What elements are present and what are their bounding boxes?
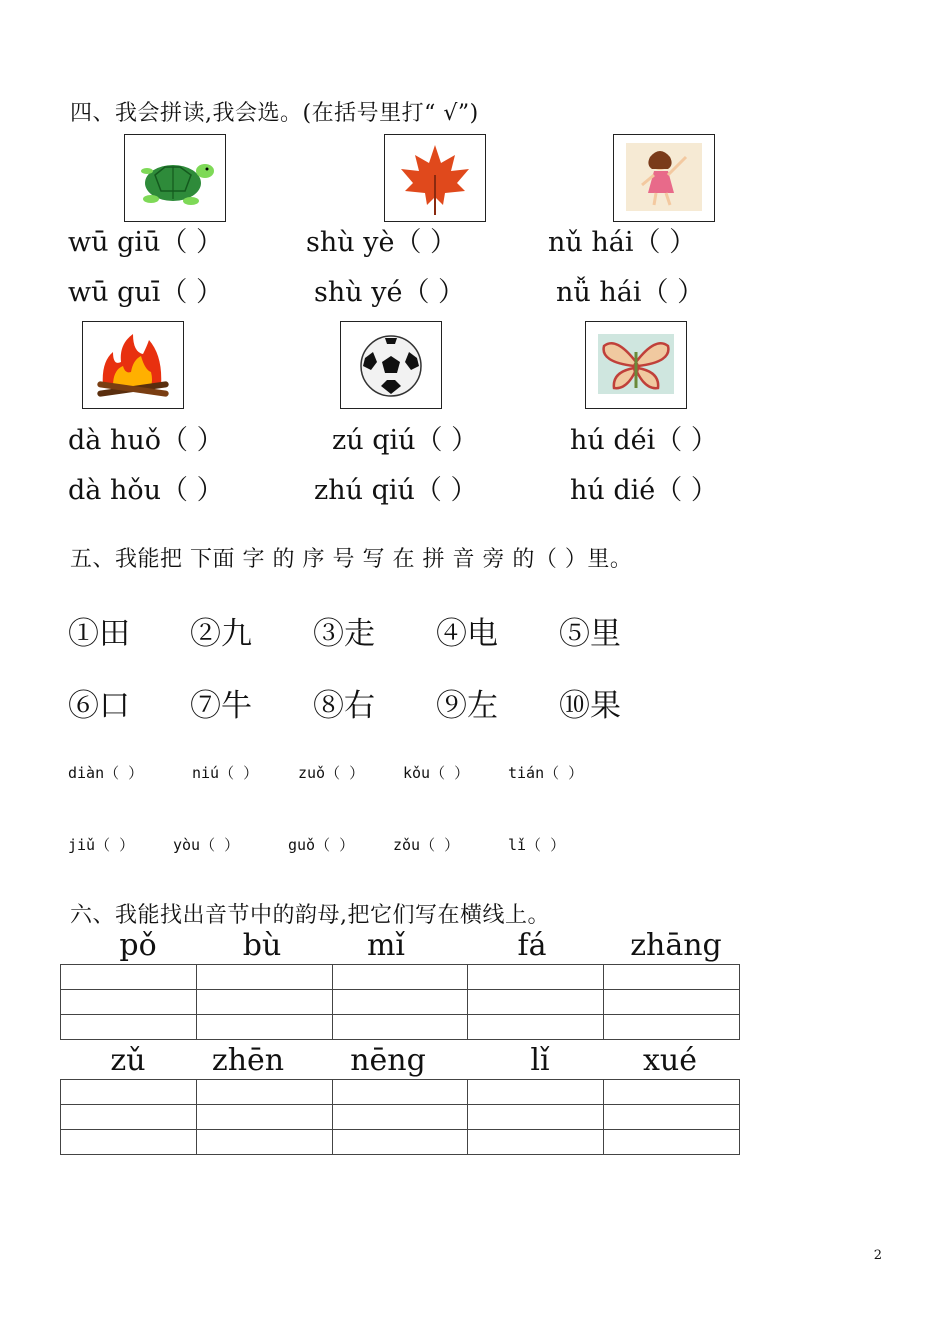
- option-football-1: zú qiú（ ）: [332, 425, 479, 456]
- syllable: zhēn: [211, 1043, 285, 1078]
- answer-cell[interactable]: [468, 990, 604, 1015]
- answer-cell[interactable]: [604, 1130, 740, 1155]
- answer-cell[interactable]: [468, 1130, 604, 1155]
- syllable: bù: [242, 928, 282, 963]
- answer-cell[interactable]: [196, 1130, 332, 1155]
- fire-picture: [82, 321, 184, 409]
- answer-cell[interactable]: [468, 965, 604, 990]
- answer-cell[interactable]: [604, 1015, 740, 1040]
- girl-icon: [614, 135, 714, 221]
- leaf-picture: [384, 134, 486, 222]
- pinyin-blank: yòu（ ）: [173, 836, 240, 854]
- char-item: ②九: [190, 616, 252, 652]
- girl-picture: [613, 134, 715, 222]
- answer-cell[interactable]: [61, 965, 197, 990]
- answer-cell[interactable]: [196, 965, 332, 990]
- answer-grid-1: [60, 964, 740, 1040]
- option-leaf-1: shù yè（ ）: [306, 227, 458, 258]
- answer-cell[interactable]: [61, 1080, 197, 1105]
- answer-cell[interactable]: [604, 1105, 740, 1130]
- char-item: ⑨左: [436, 688, 498, 724]
- pinyin-blank: diàn（ ）: [68, 764, 144, 782]
- char-item: ⑥口: [68, 688, 130, 724]
- option-football-2: zhú qiú（ ）: [314, 475, 478, 506]
- answer-cell[interactable]: [196, 1105, 332, 1130]
- syllable: lǐ: [530, 1043, 550, 1078]
- char-item: ⑤里: [559, 616, 621, 652]
- pinyin-blank: zuǒ（ ）: [298, 764, 365, 782]
- answer-cell[interactable]: [61, 990, 197, 1015]
- option-turtle-1: wū giū（ ）: [68, 227, 223, 258]
- answer-cell[interactable]: [196, 1080, 332, 1105]
- maple-leaf-icon: [385, 135, 485, 221]
- char-item: ④电: [436, 616, 498, 652]
- answer-cell[interactable]: [604, 965, 740, 990]
- pinyin-blank: zǒu（ ）: [393, 836, 460, 854]
- pinyin-blank: kǒu（ ）: [403, 764, 470, 782]
- option-butterfly-2: hú dié（ ）: [570, 475, 718, 506]
- option-butterfly-1: hú déi（ ）: [570, 425, 718, 456]
- football-picture: [340, 321, 442, 409]
- syllable-row-2: [60, 1043, 740, 1078]
- section4-title: 四、我会拼读,我会选。(在括号里打“ √”): [70, 101, 479, 126]
- pinyin-blank: lǐ（ ）: [508, 836, 566, 854]
- butterfly-icon: [586, 322, 686, 408]
- option-fire-1: dà huǒ（ ）: [68, 425, 224, 456]
- syllable: nēng: [350, 1043, 426, 1078]
- answer-cell[interactable]: [604, 990, 740, 1015]
- butterfly-picture: [585, 321, 687, 409]
- option-turtle-2: wū guī（ ）: [68, 277, 223, 308]
- turtle-icon: [125, 135, 225, 221]
- answer-cell[interactable]: [468, 1105, 604, 1130]
- answer-cell[interactable]: [332, 1105, 468, 1130]
- syllable: xué: [643, 1043, 697, 1078]
- answer-cell[interactable]: [332, 965, 468, 990]
- syllable: mǐ: [366, 928, 406, 963]
- char-item: ①田: [68, 616, 130, 652]
- answer-cell[interactable]: [468, 1080, 604, 1105]
- section5-title: 五、我能把 下面 字 的 序 号 写 在 拼 音 旁 的（ ）里。: [70, 547, 633, 572]
- option-girl-1: nǔ hái（ ）: [548, 227, 697, 258]
- answer-cell[interactable]: [196, 990, 332, 1015]
- pinyin-blank: guǒ（ ）: [288, 836, 355, 854]
- char-item: ⑧右: [313, 688, 375, 724]
- char-item: ⑩果: [559, 688, 621, 724]
- page-number: 2: [873, 1248, 882, 1263]
- option-leaf-2: shù yé（ ）: [314, 277, 466, 308]
- football-icon: [341, 322, 441, 408]
- answer-cell[interactable]: [332, 1080, 468, 1105]
- answer-cell[interactable]: [61, 1015, 197, 1040]
- pinyin-blank: niú（ ）: [192, 764, 259, 782]
- answer-cell[interactable]: [332, 990, 468, 1015]
- answer-cell[interactable]: [468, 1015, 604, 1040]
- answer-cell[interactable]: [61, 1105, 197, 1130]
- answer-cell[interactable]: [61, 1130, 197, 1155]
- fire-icon: [83, 322, 183, 408]
- answer-cell[interactable]: [332, 1015, 468, 1040]
- syllable: pǒ: [119, 928, 157, 963]
- pinyin-blank: jiǔ（ ）: [68, 836, 135, 854]
- section6-title: 六、我能找出音节中的韵母,把它们写在横线上。: [70, 903, 550, 928]
- turtle-picture: [124, 134, 226, 222]
- option-girl-2: nǚ hái（ ）: [556, 277, 705, 308]
- option-fire-2: dà hǒu（ ）: [68, 475, 224, 506]
- answer-cell[interactable]: [196, 1015, 332, 1040]
- syllable: fá: [517, 928, 547, 963]
- answer-cell[interactable]: [332, 1130, 468, 1155]
- answer-grid-2: [60, 1079, 740, 1155]
- syllable: zhāng: [630, 928, 722, 963]
- char-item: ⑦牛: [190, 688, 252, 724]
- syllable: zǔ: [110, 1043, 146, 1078]
- syllable-row-1: [60, 928, 740, 963]
- char-item: ③走: [313, 616, 375, 652]
- pinyin-blank: tián（ ）: [508, 764, 584, 782]
- answer-cell[interactable]: [604, 1080, 740, 1105]
